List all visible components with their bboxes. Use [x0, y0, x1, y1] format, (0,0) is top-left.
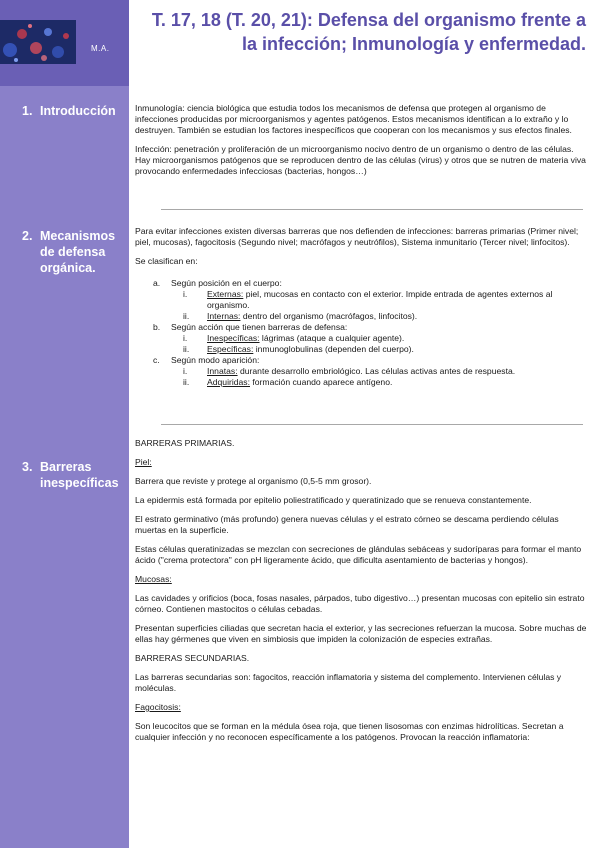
term-label: Externas:: [207, 289, 244, 299]
page-title: T. 17, 18 (T. 20, 21): Defensa del organismo frente a la infección; Inmunología y enfermedad.: [151, 10, 586, 54]
section-label: Barreras inespecíficas: [40, 460, 119, 490]
term-text: lágrimas (ataque a cualquier agente).: [259, 333, 405, 343]
mucosa-heading: Mucosas:: [135, 574, 172, 584]
sidebar: [0, 0, 129, 848]
list-item: [135, 366, 587, 377]
list-item: [135, 311, 587, 322]
skin-paragraph: El estrato germinativo (más profundo) genera nuevas células y el estrato córneo se descama perdiendo células muertas en la superficie.: [135, 514, 559, 535]
defense-section: [135, 226, 587, 388]
section-title-barreras: [22, 459, 126, 491]
barriers-section: [135, 438, 587, 751]
author-initials: M.A.: [91, 44, 110, 53]
intro-paragraph: Infección: penetración y proliferación de un microorganismo nocivo dentro de un organismo o dentro de las células. Hay microorganismos patógenos que se reproducen dentro de las células (virus) y otros que se nutren de materia viva provocando enfermedades infecciosas (bacterias, hongos…): [135, 144, 586, 176]
section-divider: [161, 424, 583, 425]
section-number: 1.: [22, 104, 33, 118]
term-text: dentro del organismo (macrófagos, linfocitos).: [240, 311, 418, 321]
list-marker: ii.: [183, 344, 190, 354]
term-label: Innatas:: [207, 366, 238, 376]
term-text: formación cuando aparece antígeno.: [250, 377, 393, 387]
section-title-mecanismos: [22, 228, 126, 276]
list-item: [135, 333, 587, 344]
list-marker: i.: [183, 366, 188, 376]
term-label: Inespecíficas:: [207, 333, 260, 343]
barriers-heading: BARRERAS SECUNDARIAS.: [135, 653, 250, 663]
section-label: Mecanismos de defensa orgánica.: [40, 229, 116, 275]
header-logo-image: [0, 20, 76, 64]
classification-list: [135, 278, 587, 388]
page-header: [129, 0, 600, 86]
defense-paragraph: Se clasifican en:: [135, 256, 198, 266]
skin-paragraph: Barrera que reviste y protege al organismo (0,5-5 mm grosor).: [135, 476, 372, 486]
section-number: 2.: [22, 229, 33, 243]
cells-illustration-icon: [0, 20, 76, 64]
phagocytosis-paragraph: Son leucocitos que se forman en la médula ósea roja, que tienen lisosomas con enzimas hidrolíticas. Secretan a cualquier infección y no reconocen específicamente a los patógenos. Provocan la reacción inflamatoria:: [135, 721, 564, 742]
list-item: [135, 278, 587, 289]
secondary-paragraph: Las barreras secundarias son: fagocitos, reacción inflamatoria y sistema del complemento. Intervienen células y moléculas.: [135, 672, 562, 693]
intro-paragraph: Inmunología: ciencia biológica que estudia todos los mecanismos de defensa que protegen al organismo de infecciones producidas por microorganismos y agentes patógenos. Estos mecanismos identifican a lo extraño y lo destruyen. También se estudian los factores inespecíficos que cooperan con los mecanismos y sus efectos finales.: [135, 103, 572, 135]
list-marker: i.: [183, 333, 188, 343]
skin-paragraph: Estas células queratinizadas se mezclan con secreciones de glándulas sebáceas y sudoríparas para formar el manto ácido ("crema protectora" con pH ligeramente ácido, que dificulta asentamiento de bacterias y hongos).: [135, 544, 582, 565]
defense-paragraph: Para evitar infecciones existen diversas barreras que nos defienden de infecciones: barreras primarias (Primer nivel; piel, mucosas), fagocitosis (Segundo nivel; macrófagos y neutrófilos), Sistema inmunitario (Tercer nivel; linfocitos).: [135, 226, 579, 247]
list-marker: ii.: [183, 377, 190, 387]
list-marker: ii.: [183, 311, 190, 321]
list-item: [135, 322, 587, 333]
list-marker: i.: [183, 289, 188, 299]
term-label: Específicas:: [207, 344, 254, 354]
list-item: [135, 344, 587, 355]
term-text: inmunoglobulinas (dependen del cuerpo).: [253, 344, 414, 354]
section-title-introduccion: [22, 103, 126, 119]
section-divider: [161, 209, 583, 210]
list-marker: b.: [153, 322, 161, 332]
barriers-heading: BARRERAS PRIMARIAS.: [135, 438, 235, 448]
list-item: [135, 355, 587, 366]
term-label: Adquiridas:: [207, 377, 250, 387]
term-text: durante desarrollo embriológico. Las células activas antes de respuesta.: [237, 366, 516, 376]
skin-heading: Piel:: [135, 457, 152, 467]
skin-paragraph: La epidermis está formada por epitelio poliestratificado y queratinizado que se renueva constantemente.: [135, 495, 532, 505]
list-label: Según acción que tienen barreras de defensa:: [171, 322, 348, 332]
list-marker: c.: [153, 355, 160, 365]
intro-section: [135, 103, 587, 185]
phagocytosis-heading: Fagocitosis:: [135, 702, 181, 712]
list-label: Según posición en el cuerpo:: [171, 278, 282, 288]
list-item: [135, 289, 587, 311]
term-label: Internas:: [207, 311, 241, 321]
list-item: [135, 377, 587, 388]
list-label: Según modo aparición:: [171, 355, 260, 365]
term-text: piel, mucosas en contacto con el exterior. Impide entrada de agentes externos al organismo.: [207, 289, 553, 310]
list-marker: a.: [153, 278, 161, 288]
mucosa-paragraph: Las cavidades y orificios (boca, fosas nasales, párpados, tubo digestivo…) presentan mucosas con epitelio sin estrato córneo. Contienen mastocitos o células cebadas.: [135, 593, 585, 614]
section-label: Introducción: [40, 104, 116, 118]
section-number: 3.: [22, 460, 33, 474]
mucosa-paragraph: Presentan superficies ciliadas que secretan hacia el exterior, y las secreciones refuerzan la mucosa. Sobre muchas de ellas hay gérmenes que viven en simbiosis que impiden la colonización de especies extrañas.: [135, 623, 587, 644]
